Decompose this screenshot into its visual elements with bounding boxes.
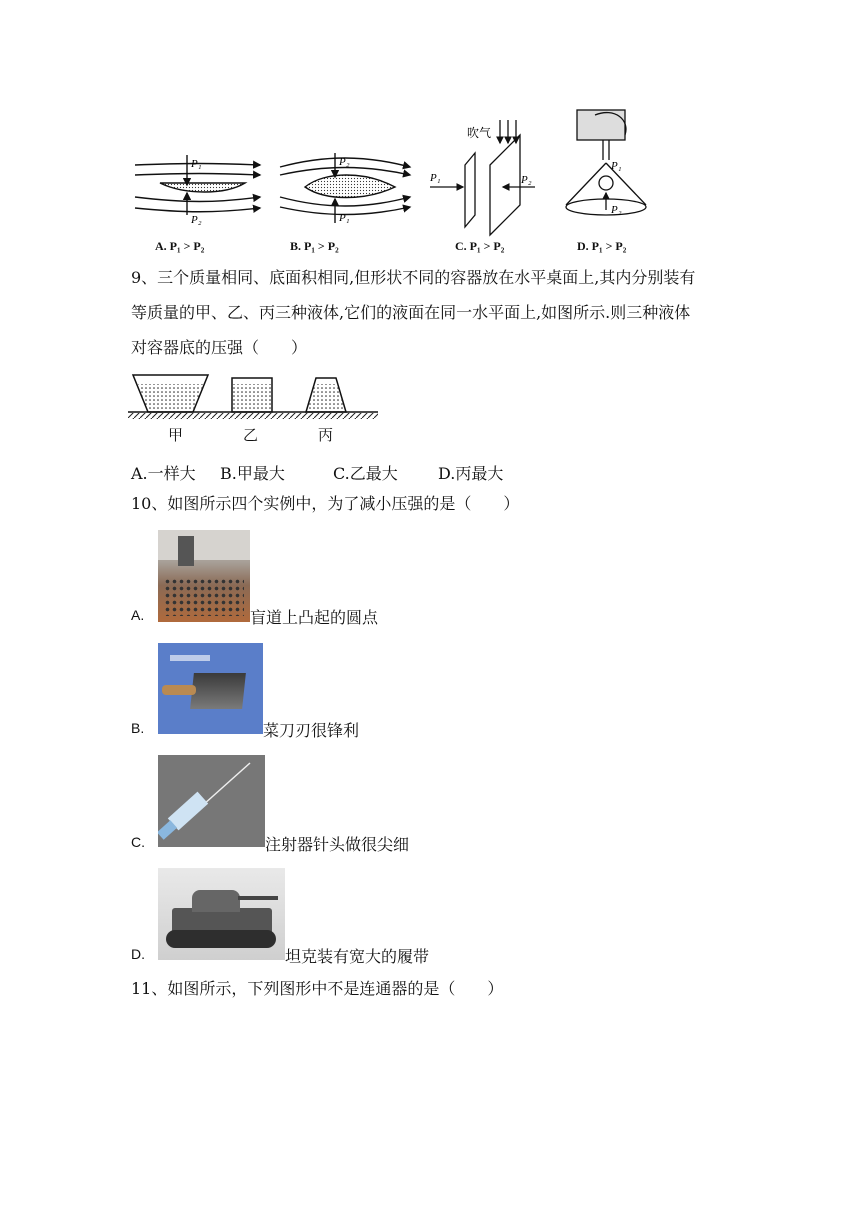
q10-option-d-text[interactable]: 坦克装有宽大的履带 (285, 947, 430, 966)
q11-stem: 11、如图所示，下列图形中不是连通器的是（ ） (131, 979, 504, 998)
q9-stem-line2: 等质量的甲、乙、丙三种液体,它们的液面在同一水平面上,如图所示.则三种液体 (131, 303, 691, 322)
q10-option-a-letter[interactable]: A. (131, 607, 145, 623)
q10-option-c-letter[interactable]: C. (131, 834, 145, 850)
a-p1: P₁ (191, 158, 202, 170)
c-p2: P₂ (521, 174, 532, 186)
q9-containers-figure (128, 370, 388, 445)
q10-option-a-text[interactable]: 盲道上凸起的圆点 (250, 608, 379, 627)
syringe-icon (158, 755, 265, 847)
c-p1: P₁ (430, 172, 441, 184)
q9-option-b[interactable]: B.甲最大 (220, 464, 285, 483)
caption-b: B. P₁ > P₂ (290, 239, 339, 253)
q10-stem: 10、如图所示四个实例中，为了减小压强的是（ ） (131, 494, 520, 513)
caption-d: D. P₁ > P₂ (577, 239, 627, 253)
q9-option-c[interactable]: C.乙最大 (333, 464, 398, 483)
label-bing: 丙 (318, 426, 334, 444)
q9-stem-line3: 对容器底的压强（ ） (131, 338, 308, 357)
tank-photo (158, 868, 285, 960)
tactile-paving-photo (158, 530, 250, 622)
d-p1: P₁ (611, 160, 622, 172)
c-blow-label: 吹气 (467, 126, 492, 140)
diagram-d (566, 110, 646, 215)
q9-option-d[interactable]: D.丙最大 (438, 464, 504, 483)
caption-a: A. P₁ > P₂ (155, 239, 205, 253)
caption-c: C. P₁ > P₂ (455, 239, 505, 253)
a-p2: P₂ (191, 214, 202, 226)
q10-option-b-letter[interactable]: B. (131, 720, 145, 736)
b-p2: P₂ (339, 156, 350, 168)
q8-figure (125, 105, 685, 265)
b-p1: P₁ (339, 212, 350, 224)
q9-option-a[interactable]: A.一样大 (131, 464, 196, 483)
q10-option-b-text[interactable]: 菜刀刃很锋利 (263, 721, 360, 740)
q10-option-d-letter[interactable]: D. (131, 946, 145, 962)
syringe-photo (158, 755, 265, 847)
d-p2: P₂ (611, 204, 622, 216)
label-yi: 乙 (243, 426, 259, 444)
q10-option-c-text[interactable]: 注射器针头做很尖细 (265, 835, 410, 854)
label-jia: 甲 (168, 426, 184, 444)
cleaver-photo (158, 643, 263, 734)
q9-stem-line1: 9、三个质量相同、底面积相同,但形状不同的容器放在水平桌面上,其内分别装有 (131, 268, 696, 287)
